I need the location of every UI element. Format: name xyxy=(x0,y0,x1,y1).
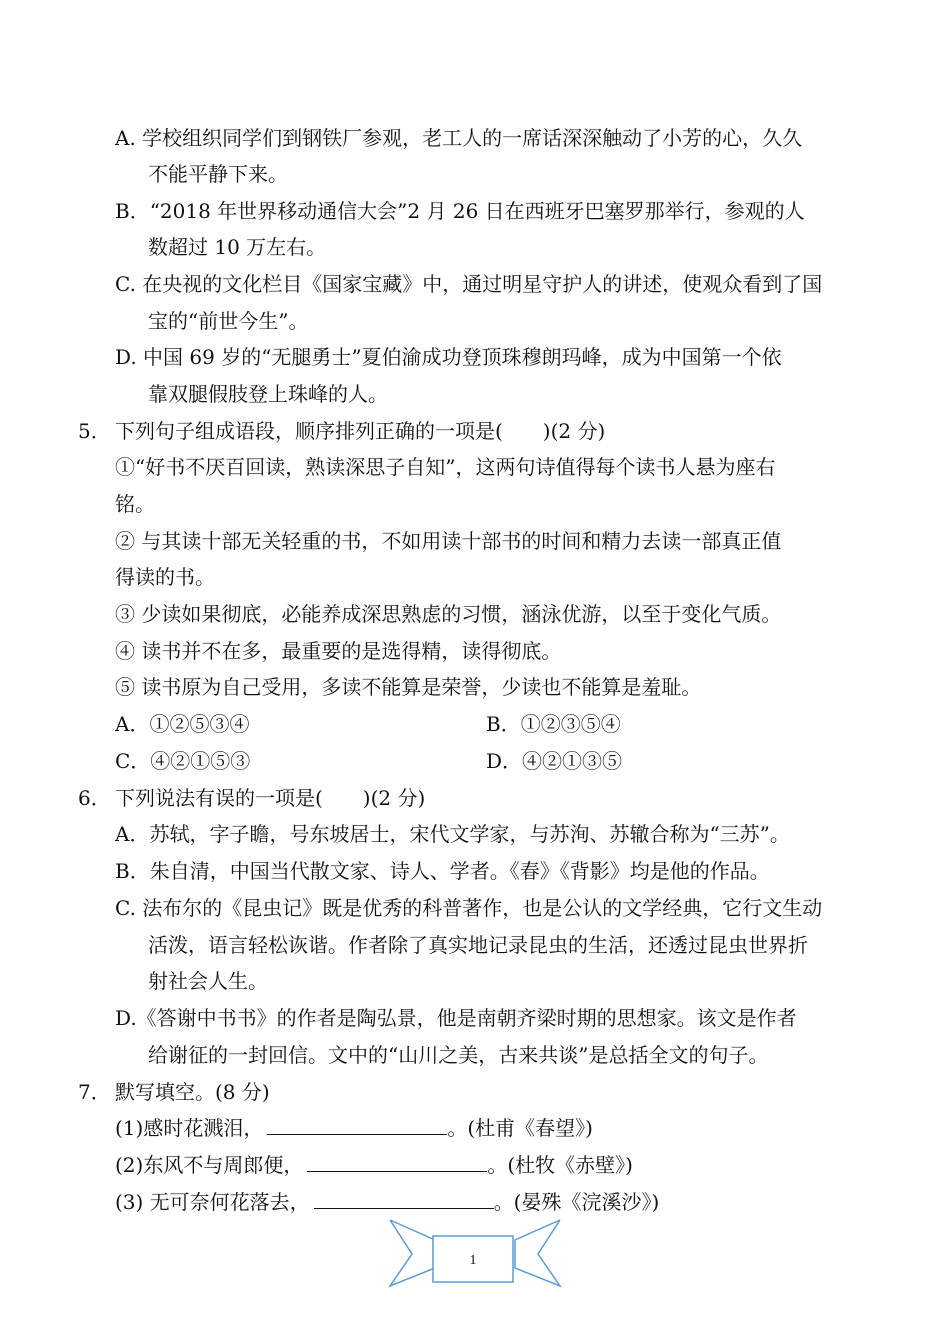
q7-line-1-source: 。(杜甫《春望》) xyxy=(447,1116,593,1140)
q5-sentence-3: ③ 少读如果彻底，必能养成深思熟虑的习惯，涵泳优游，以至于变化气质。 xyxy=(115,602,782,626)
q6-option-c: C. 法布尔的《昆虫记》既是优秀的科普著作，也是公认的文学经典，它行文生动 xyxy=(115,896,823,920)
q5-sentence-5: ⑤ 读书原为自己受用，多读不能算是荣誉，少读也不能算是羞耻。 xyxy=(115,675,702,699)
q5-option-d: D．④②①③⑤ xyxy=(486,749,623,773)
page-number: 1 xyxy=(469,1253,477,1268)
q4-option-d: D. 中国 69 岁的“无腿勇士”夏伯渝成功登顶珠穆朗玛峰，成为中国第一个依 xyxy=(115,345,782,369)
q6-number: 6． xyxy=(78,786,111,810)
q7-line-2-source: 。(杜牧《赤壁》) xyxy=(487,1153,633,1177)
q7-blank-3[interactable] xyxy=(314,1190,494,1209)
q4-option-d-cont: 靠双腿假肢登上珠峰的人。 xyxy=(148,382,388,406)
q5-sentence-1: ①“好书不厌百回读，熟读深思子自知”，这两句诗值得每个读书人悬为座右 xyxy=(115,455,776,479)
q5-number: 5． xyxy=(78,419,111,443)
q6-option-c-cont-1: 活泼，语言轻松诙谐。作者除了真实地记录昆虫的生活，还透过昆虫世界折 xyxy=(148,933,808,957)
q6-option-d-cont: 给谢征的一封回信。文中的“山川之美，古来共谈”是总括全文的句子。 xyxy=(148,1043,769,1067)
q4-option-c: C. 在央视的文化栏目《国家宝藏》中，通过明星守护人的讲述，使观众看到了国 xyxy=(115,272,823,296)
q7-line-3-prompt: (3) 无可奈何花落去， xyxy=(115,1190,310,1214)
q5-sentence-2: ② 与其读十部无关轻重的书，不如用读十部书的时间和精力去读一部真正值 xyxy=(115,529,782,553)
q7-stem: 默写填空。(8 分) xyxy=(115,1080,270,1104)
q4-option-b-cont: 数超过 10 万左右。 xyxy=(148,235,327,259)
q7-line-2 xyxy=(115,1151,633,1179)
q7-blank-2[interactable] xyxy=(307,1153,487,1172)
q6-option-b: B．朱自清，中国当代散文家、诗人、学者。《春》《背影》均是他的作品。 xyxy=(115,859,770,883)
q4-option-a-cont: 不能平静下来。 xyxy=(148,162,288,186)
q4-option-a: A. 学校组织同学们到钢铁厂参观，老工人的一席话深深触动了小芳的心，久久 xyxy=(115,126,803,150)
q5-option-c: C．④②①⑤③ xyxy=(115,749,251,773)
q6-option-c-cont-2: 射社会人生。 xyxy=(148,969,268,993)
q4-option-c-cont: 宝的“前世今生”。 xyxy=(148,309,309,333)
q6-option-a: A．苏轼，字子瞻，号东坡居士，宋代文学家，与苏洵、苏辙合称为“三苏”。 xyxy=(115,822,790,846)
q7-line-3 xyxy=(115,1188,659,1216)
q7-line-1-prompt: (1)感时花溅泪， xyxy=(115,1116,264,1140)
q7-line-1 xyxy=(115,1114,593,1142)
q5-sentence-2-cont: 得读的书。 xyxy=(115,565,215,589)
q5-stem: 下列句子组成语段，顺序排列正确的一项是( )(2 分) xyxy=(115,419,606,443)
q5-sentence-1-cont: 铭。 xyxy=(115,492,155,516)
q4-option-b: B．“2018 年世界移动通信大会”2 月 26 日在西班牙巴塞罗那举行，参观的人 xyxy=(115,199,805,223)
q7-blank-1[interactable] xyxy=(267,1116,447,1135)
q7-line-3-source: 。(晏殊《浣溪沙》) xyxy=(493,1190,660,1214)
q6-stem: 下列说法有误的一项是( )(2 分) xyxy=(115,786,426,810)
q5-sentence-4: ④ 读书并不在多，最重要的是选得精，读得彻底。 xyxy=(115,639,562,663)
q5-option-a: A．①②⑤③④ xyxy=(115,712,250,736)
q5-option-b: B．①②③⑤④ xyxy=(486,712,621,736)
q6-option-d: D.《答谢中书书》的作者是陶弘景，他是南朝齐梁时期的思想家。该文是作者 xyxy=(115,1006,797,1030)
q7-number: 7． xyxy=(78,1080,111,1104)
q7-line-2-prompt: (2)东风不与周郎便， xyxy=(115,1153,304,1177)
